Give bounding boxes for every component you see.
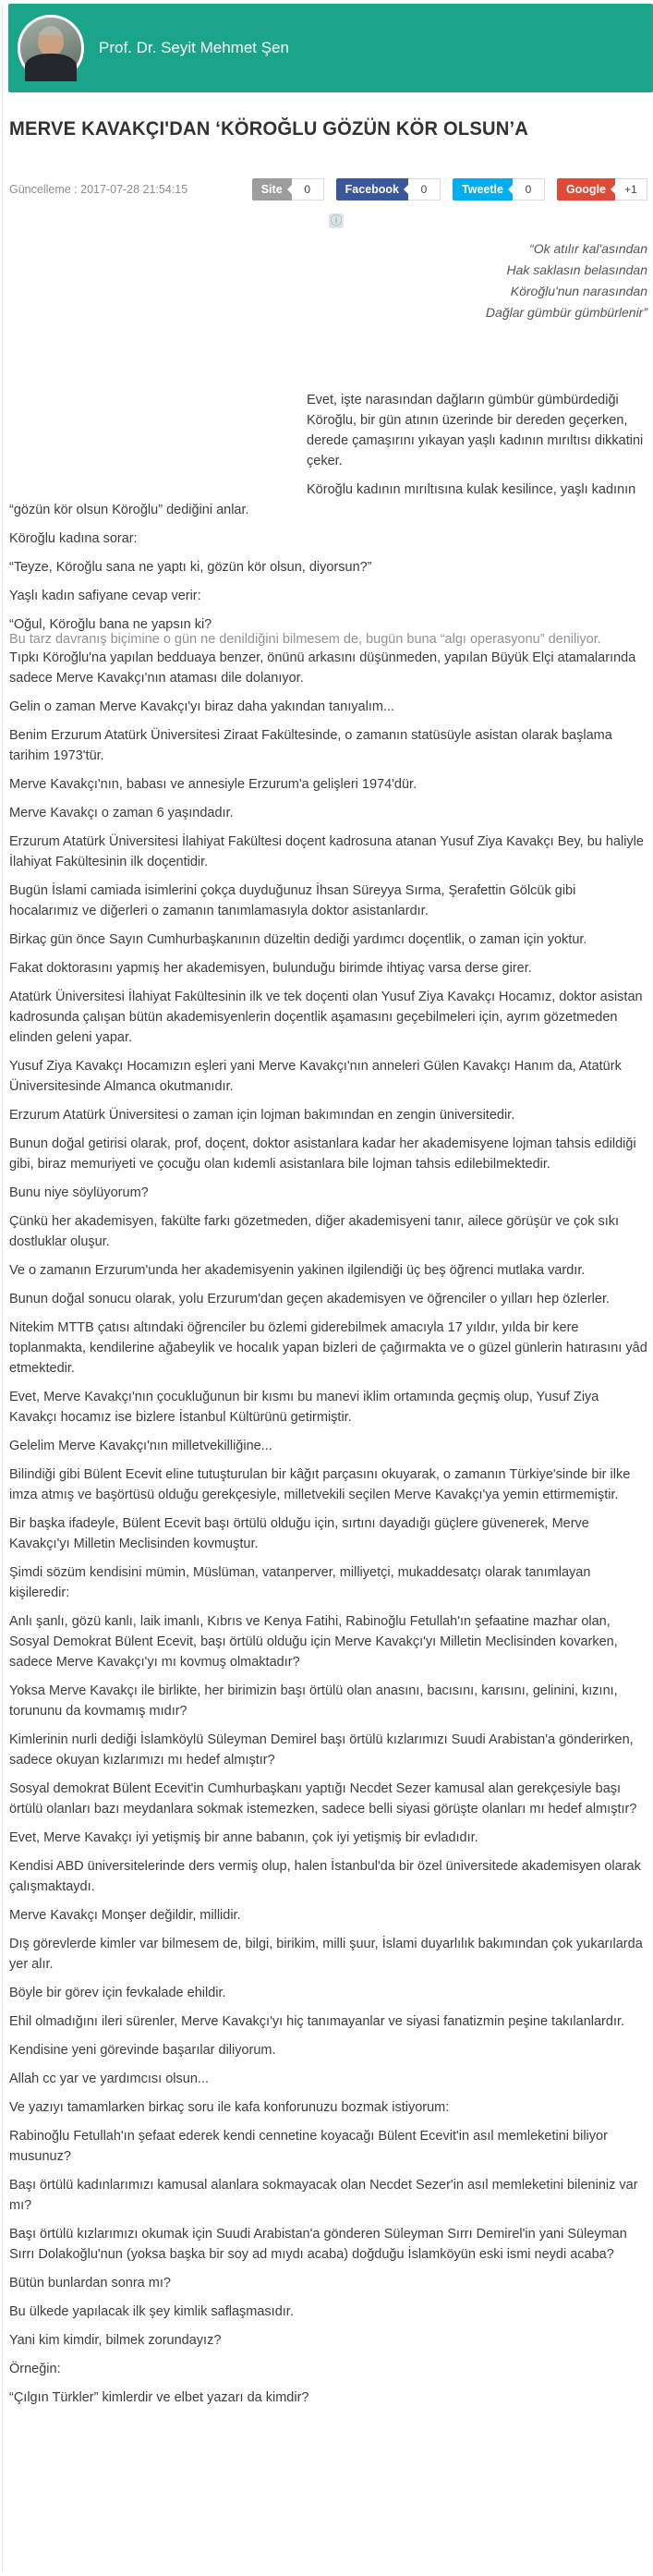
share-google-count: +1 <box>615 178 647 200</box>
article-paragraph: Şimdi sözüm kendisini mümin, Müslüman, vatanperver, milliyetçi, mukaddesatçı olarak tanımlayan kişileredir: <box>9 1565 591 1600</box>
avatar-photo-head <box>38 26 64 56</box>
quote-gap <box>9 323 647 390</box>
paragraph-block-a <box>9 480 647 635</box>
article-paragraph: Ve o zamanın Erzurum'unda her akademisyenin yakinen ilgilendiği üç beş öğrenci mutlaka vardır. <box>9 1263 586 1278</box>
article-paragraph: Allah cc yar ve yardımcısı olsun... <box>9 2072 209 2086</box>
article-paragraph: Kimlerinin nurli dediği İslamköylü Süleyman Demirel başı örtülü kızlarımızı Suudi Arabistan'a gönderirken, sadece okuyan kızlarımızı mı hedef almıştır? <box>9 1732 634 1768</box>
article-paragraph: “Çılgın Türkler” kimlerdir ve elbet yazarı da kimdir? <box>9 2390 309 2405</box>
article-paragraph: Atatürk Üniversitesi İlahiyat Fakültesinin ilk ve tek doçenti olan Yusuf Ziya Kavakçı Hocamız, doktor asistan kadrosunda çalışan bütün akademisyenlerin doçentlik aşamasını geçebilmeleri için, ayrım gözetmeden elinden geleni yapar. <box>9 990 643 1045</box>
share-site-label[interactable]: Site <box>252 178 292 200</box>
share-button-google[interactable] <box>557 178 647 200</box>
quote-line: Köroğlu'nun narasından <box>510 284 647 298</box>
updated-value: 2017-07-28 21:54:15 <box>80 183 188 196</box>
article-paragraph: Böyle bir görev için fevkalade ehildir. <box>9 1986 226 2000</box>
share-tweet-label[interactable]: Tweetle <box>453 178 513 200</box>
article-paragraph: Çünkü her akademisyen, fakülte farkı gözetmeden, diğer akademisyeni tanır, ailece görüşür ve çok sıkı dostluklar oluşur. <box>9 1214 620 1249</box>
clipped-paragraph <box>9 629 647 647</box>
meta-row <box>9 178 647 200</box>
article-paragraph: Başı örtülü kadınlarımızı kamusal alanlara sokmayacak olan Necdet Sezer'in asıl memleketini bileniniz var mı? <box>9 2178 638 2213</box>
image-placeholder <box>9 390 307 493</box>
pull-quote <box>9 238 647 323</box>
updated-label: Güncelleme : <box>9 183 78 196</box>
article-paragraph: Rabinoğlu Fetullah'ın şefaat ederek kendi cennetine koyacağı Bülent Ecevit'in asıl memleketini biliyor musunuz? <box>9 2129 608 2164</box>
article-paragraph: Fakat doktorasını yapmış her akademisyen, bulunduğu birimde ihtiyaç varsa derse girer. <box>9 961 532 976</box>
article-paragraph: Bugün İslami camiada isimlerini çokça duyduğunuz İhsan Süreyya Sırma, Şerafettin Gölcük gibi hocalarımız ve diğerleri o zamanın tanımlamasıyla doktor asistanlardır. <box>9 883 576 918</box>
info-row <box>9 213 647 229</box>
article-paragraph: Gelin o zaman Merve Kavakçı'yı biraz daha yakından tanıyalım... <box>9 699 395 714</box>
article-paragraph: Kendisine yeni görevinde başarılar diliyorum. <box>9 2043 276 2058</box>
article-page <box>2 4 653 2572</box>
article-paragraph: Evet, Merve Kavakçı iyi yetişmiş bir anne babanın, çok iyi yetişmiş bir evladıdır. <box>9 1830 478 1845</box>
article-paragraph: Tıpkı Köroğlu'na yapılan bedduaya benzer, önünü arkasını düşünmeden, yapılan Büyük Elçi atamalarında sadece Merve Kavakçı'nın ataması dile dolanıyor. <box>9 650 636 686</box>
article-paragraph: Köroğlu kadının mırıltısına kulak kesilince, yaşlı kadının “gözün kör olsun Köroğlu” dediğini anlar. <box>9 482 636 517</box>
article-paragraph: Ve yazıyı tamamlarken birkaç soru ile kafa konforunuzu bozmak istiyorum: <box>9 2100 450 2115</box>
article-paragraph: Bunun doğal sonucu olarak, yolu Erzurum'dan geçen akademisyen ve öğrenciler o yılları hep özlerler. <box>9 1292 611 1306</box>
share-google-label[interactable]: Google <box>557 178 615 200</box>
updated-timestamp <box>9 183 187 196</box>
article-paragraph: Yani kim kimdir, bilmek zorundayız? <box>9 2333 222 2348</box>
quote-line: Dağlar gümbür gümbürlenir” <box>485 305 647 320</box>
clipped-paragraph-text: Bu tarz davranış biçimine o gün ne denildiğini bilmesem de, bugün buna “algı operasyonu” deniliyor. <box>9 632 601 647</box>
article-paragraph: Dış görevlerde kimler var bilmesem de, bilgi, birikim, milli şuur, İslami duyarlılık bakımından çok yukarılarda yer alır. <box>9 1937 643 1972</box>
article-paragraph: Kendisi ABD üniversitelerinde ders vermiş olup, halen İstanbul'da bir özel üniversitede akademisyen olarak çalışmaktaydı. <box>9 1859 641 1894</box>
article-paragraph: Merve Kavakçı o zaman 6 yaşındadır. <box>9 806 234 820</box>
article-paragraph: Bunu niye söylüyorum? <box>9 1185 149 1200</box>
article-paragraph: Yusuf Ziya Kavakçı Hocamızın eşleri yani Merve Kavakçı'nın anneleri Gülen Kavakçı Hanım da, Atatürk Üniversitesinde Almanca okutmanıdır. <box>9 1059 622 1094</box>
share-site-count: 0 <box>292 178 324 200</box>
article-paragraph: Nitekim MTTB çatısı altındaki öğrenciler bu özlemi giderebilmek amacıyla 17 yıldır, yılda bir kere toplanmakta, kendilerine ağabeylik ve hocalık yapan bizleri de çağırmakta ve o güzel günlerin hatırasını yâd etmektedir. <box>9 1320 647 1376</box>
share-button-tweet[interactable] <box>453 178 545 200</box>
share-facebook-count: 0 <box>408 178 441 200</box>
article-paragraph: Ehil olmadığını ileri sürenler, Merve Kavakçı'yı hiç tanımayanlar ve siyasi fanatizmin peşine takılanlardır. <box>9 2014 625 2029</box>
author-header[interactable] <box>8 4 653 92</box>
article-paragraph: Bunun doğal getirisi olarak, prof, doçent, doktor asistanlara kadar her akademisyene lojman tahsis edildiği gibi, biraz memuriyeti ve çocuğu olan kıdemli asistanlara bile lojman tahsis edilebilmektedir. <box>9 1136 636 1172</box>
article-paragraph: Yaşlı kadın safiyane cevap verir: <box>9 589 201 603</box>
avatar-photo-torso <box>25 54 77 81</box>
share-facebook-label[interactable]: Facebook <box>336 178 408 200</box>
article-paragraph: Anlı şanlı, gözü kanlı, laik imanlı, Kıbrıs ve Kenya Fatihi, Rabinoğlu Fetullah'ın şefaatine mazhar olan, Sosyal Demokrat Bülent Ecevit, başı örtülü olduğu için Merve Kavakçı'yı Milletin Meclisinden kovarken, sadece Merve Kavakçı'yı mı kovmuş olmaktadır? <box>9 1614 618 1670</box>
article-paragraph: Erzurum Atatürk Üniversitesi o zaman için lojman bakımından en zengin üniversitedir. <box>9 1108 515 1123</box>
article-paragraph: Başı örtülü kızlarımızı okumak için Suudi Arabistan'a gönderen Süleyman Sırrı Demirel'in yani Süleyman Sırrı Dolakoğlu'nun (yoksa başka bir soy ad mıydı acaba) doğduğu İslamköyün eski ismi neydi acaba? <box>9 2227 627 2262</box>
article-paragraph: “Teyze, Köroğlu sana ne yaptı ki, gözün kör olsun, diyorsun?” <box>9 560 372 575</box>
article-title: MERVE KAVAKÇI'DAN ‘KÖROĞLU GÖZÜN KÖR OLSUN’A <box>9 118 529 140</box>
article-paragraph: Gelelim Merve Kavakçı'nın milletvekilliğine... <box>9 1439 272 1453</box>
article-paragraph-intro <box>9 390 647 471</box>
article-paragraph: Benim Erzurum Atatürk Üniversitesi Ziraat Fakültesinde, o zamanın statüsüyle asistan olarak başlama tarihim 1973'tür. <box>9 728 612 763</box>
share-buttons <box>252 178 647 200</box>
article-paragraph: Merve Kavakçı Monşer değildir, millidir. <box>9 1908 241 1923</box>
quote-line: Hak saklasın belasından <box>506 262 647 277</box>
article-paragraph: Birkaç gün önce Sayın Cumhurbaşkanının düzeltin dediği yardımcı doçentlik, o zaman için yoktur. <box>9 932 587 947</box>
article-paragraph: Sosyal demokrat Bülent Ecevit'in Cumhurbaşkanı yaptığı Necdet Sezer kamusal alan gerekçesiyle başı örtülü olanları bazı meydanlara sokmak istemezken, sadece belli siyasi görüşte olanları mı hedef almıştır? <box>9 1781 637 1817</box>
share-tweet-count: 0 <box>513 178 545 200</box>
article-paragraph: Yoksa Merve Kavakçı ile birlikte, her birimizin başı örtülü olan anasını, bacısını, karısını, gelinini, kızını, torununu da kovmamış mıdır? <box>9 1683 618 1719</box>
paragraph-block-b <box>9 648 647 2408</box>
article-paragraph: Bir başka ifadeyle, Bülent Ecevit başı örtülü olduğu için, sırtını dayadığı güçlere güvenerek, Merve Kavakçı'yı Milletin Meclisinden kovmuştur. <box>9 1516 589 1551</box>
article-paragraph: Evet, Merve Kavakçı'nın çocukluğunun bir kısmı bu manevi iklim ortamında geçmiş olup, Yusuf Ziya Kavakçı hocamız ise bizlere İstanbul Kültürünü getirmiştir. <box>9 1390 599 1425</box>
article-paragraph: “Oğul, Köroğlu bana ne yapsın ki? <box>9 617 212 632</box>
article-paragraph: Bilindiği gibi Bülent Ecevit eline tutuşturulan bir kâğıt parçasını okuyarak, o zamanın Türkiye'sinde bir ilke imza atmış ve başörtüsü olduğu gerekçesiyle, milletvekili seçilen Merve Kavakçı'ya yemin ettirmemiştir. <box>9 1467 631 1502</box>
quote-line: “Ok atılır kal'asından <box>529 241 647 256</box>
share-button-facebook[interactable] <box>336 178 441 200</box>
author-avatar <box>18 15 84 81</box>
article-paragraph: Erzurum Atatürk Üniversitesi İlahiyat Fakültesi doçent kadrosuna atanan Yusuf Ziya Kavakçı Bey, bu haliyle İlahiyat Fakültesinin ilk doçentidir. <box>9 834 644 869</box>
article-paragraph: Merve Kavakçı'nın, babası ve annesiyle Erzurum'a gelişleri 1974'dür. <box>9 777 417 792</box>
article-content <box>3 92 653 2408</box>
article-paragraph: Bu ülkede yapılacak ilk şey kimlik saflaşmasıdır. <box>9 2304 294 2319</box>
author-name: Prof. Dr. Seyit Mehmet Şen <box>99 39 289 56</box>
article-paragraph: Bütün bunlardan sonra mı? <box>9 2276 171 2290</box>
intro-text: Evet, işte narasından dağların gümbür gümbürdediği Köroğlu, bir gün atının üzerinde bir dereden geçerken, derede çamaşırını yıkayan yaşlı kadının mırıltısı dikkatini çeker. <box>307 393 644 468</box>
info-icon[interactable]: ⓘ <box>330 214 343 227</box>
share-button-site[interactable] <box>252 178 324 200</box>
article-paragraph: Örneğin: <box>9 2362 61 2376</box>
article-paragraph: Köroğlu kadına sorar: <box>9 531 138 546</box>
